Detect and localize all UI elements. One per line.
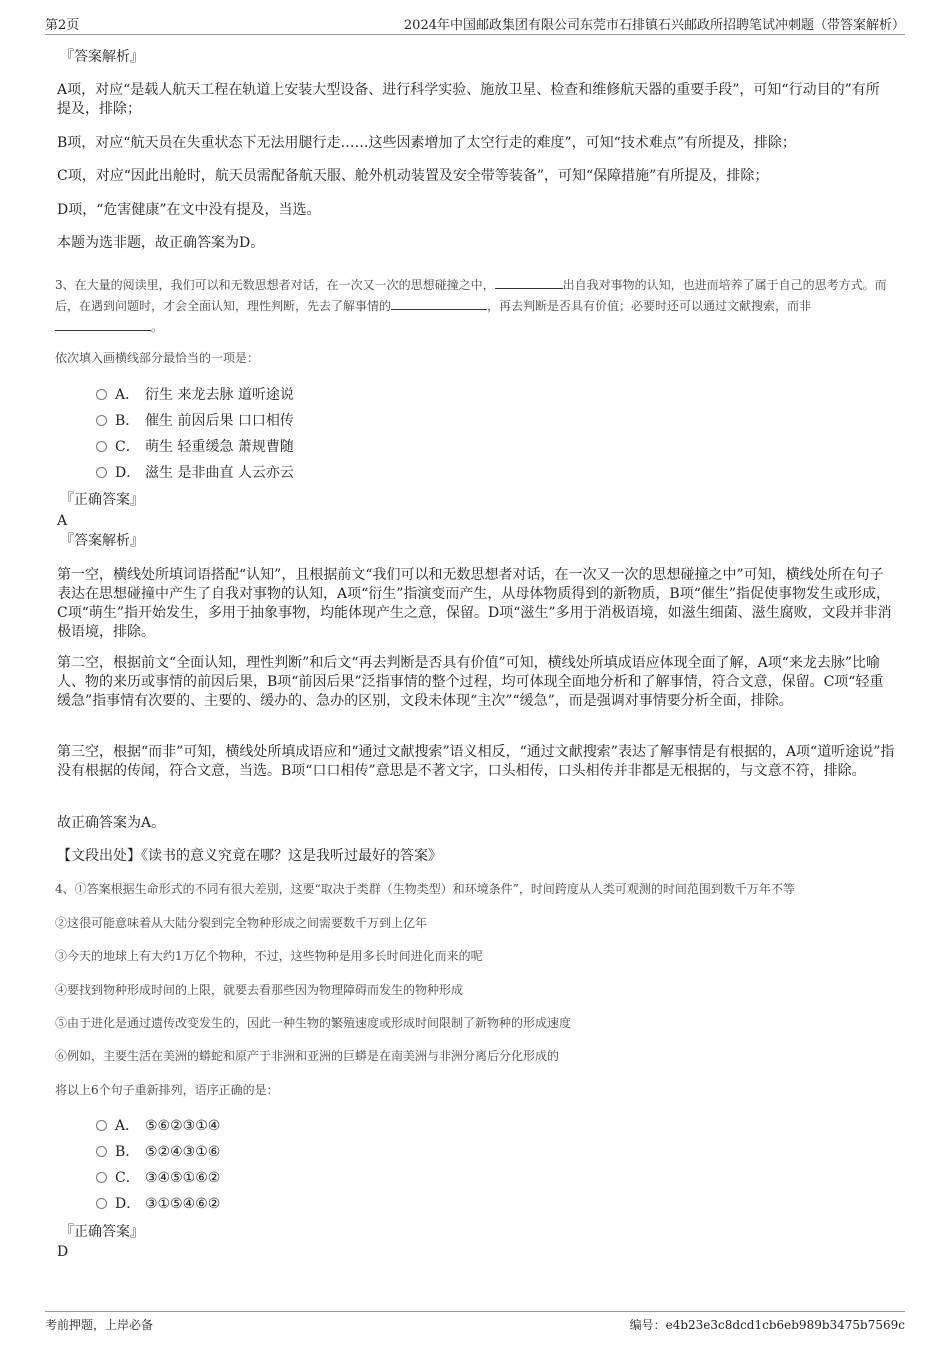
option-letter: C． [115, 1170, 140, 1186]
option-text: ⑤②④③①⑥ [145, 1144, 221, 1160]
option-letter: C． [115, 439, 140, 455]
option-text: ③④⑤①⑥② [145, 1170, 221, 1186]
q3-analysis-blank-3: 第三空，根据“而非”可知，横线处所填成语应和“通过文献搜索”语义相反，“通过文献搜索”表达了解事情是有根据的，A项“道听途说”指没有根据的传闻，符合文意，当选。B项“口口相传”意思是不著文字，口头相传，口头相传并非都是无根据的，与文意不符，排除。 [57, 744, 895, 779]
q3-analysis-label: 『答案解析』 [60, 533, 144, 549]
q3-prompt: 依次填入画横线部分最恰当的一项是： [55, 351, 260, 365]
q4-sentence-1: 4、①答案根据生命形式的不同有很大差别，这要“取决于类群（生物类型）和环境条件”，时间跨度从人类可观测的时间范围到数千万年不等 [55, 882, 795, 896]
q3-stem-part-1: 3、在大量的阅读里，我们可以和无数思想者对话，在一次又一次的思想碰撞之中， [55, 278, 495, 292]
option-letter: A． [115, 387, 140, 403]
q4-option-a[interactable] [96, 1116, 220, 1136]
footer-slogan: 考前押题，上岸必备 [45, 1318, 154, 1332]
q3-option-a[interactable] [96, 385, 294, 405]
q4-sentence-4: ④要找到物种形成时间的上限，就要去看那些因为物理障碍而发生的物种形成 [55, 983, 464, 997]
option-letter: B． [115, 1144, 140, 1160]
radio-icon[interactable] [96, 389, 107, 400]
q2-analysis-d: D项，“危害健康”在文中没有提及，当选。 [57, 202, 321, 218]
q3-conclusion: 故正确答案为A。 [57, 815, 166, 831]
q2-conclusion: 本题为选非题，故正确答案为D。 [57, 235, 265, 251]
q4-option-b[interactable] [96, 1142, 220, 1162]
option-text: 催生 前因后果 口口相传 [145, 413, 294, 429]
q3-stem-part-4: 。 [151, 320, 164, 334]
q3-answer-label: 『正确答案』 [60, 492, 144, 508]
radio-icon[interactable] [96, 1172, 107, 1183]
q3-blank-2 [391, 297, 487, 310]
q3-stem [55, 275, 897, 338]
page-number: 第2页 [45, 18, 80, 33]
q4-answer-label: 『正确答案』 [60, 1224, 144, 1240]
option-letter: D． [115, 465, 141, 481]
q3-option-d[interactable] [96, 463, 294, 483]
q2-analysis-c: C项，对应“因此出舱时，航天员需配备航天服、舱外机动装置及安全带等装备”，可知“保障措施”有所提及，排除； [57, 168, 769, 184]
footer-serial: 编号：e4b23e3c8dcd1cb6eb989b3475b7569c [629, 1318, 905, 1332]
q4-sentence-6: ⑥例如，主要生活在美洲的蟒蛇和原产于非洲和亚洲的巨蟒是在南美洲与非洲分离后分化形成的 [55, 1049, 560, 1063]
q3-blank-1 [495, 276, 563, 289]
q4-option-d[interactable] [96, 1194, 220, 1214]
option-text: 滋生 是非曲直 人云亦云 [145, 465, 294, 481]
q3-stem-part-3: ，再去判断是否具有价值；必要时还可以通过文献搜索，而非 [487, 299, 812, 313]
q3-answer: A [57, 513, 68, 529]
option-letter: B． [115, 413, 140, 429]
q4-sentence-3: ③今天的地球上有大约1万亿个物种，不过，这些物种是用多长时间进化而来的呢 [55, 949, 483, 963]
radio-icon[interactable] [96, 415, 107, 426]
q3-analysis-blank-2: 第二空，根据前文“全面认知，理性判断”和后文“再去判断是否具有价值”可知，横线处所填成语应体现全面了解，A项“来龙去脉”比喻人、物的来历或事情的前因后果，B项“前因后果”泛指事情的整个过程，均可体现全面地分析和了解事情，符合文意，保留。C项“轻重缓急”指事情有次要的、主要的、缓办的、急办的区别，文段未体现“主次”“缓急”，而是强调对事情要分析全面，排除。 [57, 655, 884, 709]
page-header [45, 12, 905, 35]
q4-answer: D [57, 1244, 69, 1260]
option-text: 衍生 来龙去脉 道听途说 [145, 387, 294, 403]
q3-source: 【文段出处】《读书的意义究竟在哪？这是我听过最好的答案》 [57, 848, 442, 864]
option-letter: D． [115, 1196, 141, 1212]
q4-sentence-2: ②这很可能意味着从大陆分裂到完全物种形成之间需要数千万到上亿年 [55, 916, 428, 930]
q3-option-b[interactable] [96, 411, 294, 431]
radio-icon[interactable] [96, 1120, 107, 1131]
q3-option-c[interactable] [96, 437, 294, 457]
q4-option-c[interactable] [96, 1168, 220, 1188]
option-text: ⑤⑥②③①④ [145, 1118, 221, 1134]
option-text: 萌生 轻重缓急 萧规曹随 [145, 439, 294, 455]
q2-analysis-a: A项，对应“是载人航天工程在轨道上安装大型设备、进行科学实验、施放卫星、检查和维修航天器的重要手段”，可知“行动目的”有所提及，排除； [57, 82, 880, 117]
q4-sentence-5: ⑤由于进化是通过遗传改变发生的，因此一种生物的繁殖速度或形成时间限制了新物种的形成速度 [55, 1016, 572, 1030]
option-text: ③①⑤④⑥② [145, 1196, 221, 1212]
document-title: 2024年中国邮政集团有限公司东莞市石排镇石兴邮政所招聘笔试冲刺题（带答案解析） [403, 18, 905, 33]
q4-prompt: 将以上6个句子重新排列，语序正确的是： [55, 1083, 279, 1097]
q3-analysis-blank-1: 第一空，横线处所填词语搭配“认知”，且根据前文“我们可以和无数思想者对话，在一次又一次的思想碰撞之中”可知，横线处所在句子表达在思想碰撞中产生了自我对事物的认知，A项“衍生”指演变而产生，从母体物质得到的新物质，B项“催生”指促使事物发生或形成，C项“萌生”指开始发生，多用于抽象事物，均能体现产生之意，保留。D项“滋生”多用于消极语境，如滋生细菌、滋生腐败，文段并非消极语境，排除。 [57, 567, 892, 640]
radio-icon[interactable] [96, 441, 107, 452]
page-footer [45, 1311, 905, 1332]
radio-icon[interactable] [96, 1146, 107, 1157]
q3-stem-part-2: 出自我对事物的认知，也进而培养了属于自己的思考方式。而后，在遇到问题时，才会全面认知，理性判断，先去了解事情的 [55, 278, 887, 313]
q2-analysis-b: B项，对应“航天员在失重状态下无法用腿行走……这些因素增加了太空行走的难度”，可知“技术难点”有所提及，排除； [57, 135, 796, 151]
radio-icon[interactable] [96, 467, 107, 478]
radio-icon[interactable] [96, 1198, 107, 1209]
q3-blank-3 [55, 318, 151, 331]
q2-analysis-label: 『答案解析』 [60, 49, 144, 65]
option-letter: A． [115, 1118, 140, 1134]
